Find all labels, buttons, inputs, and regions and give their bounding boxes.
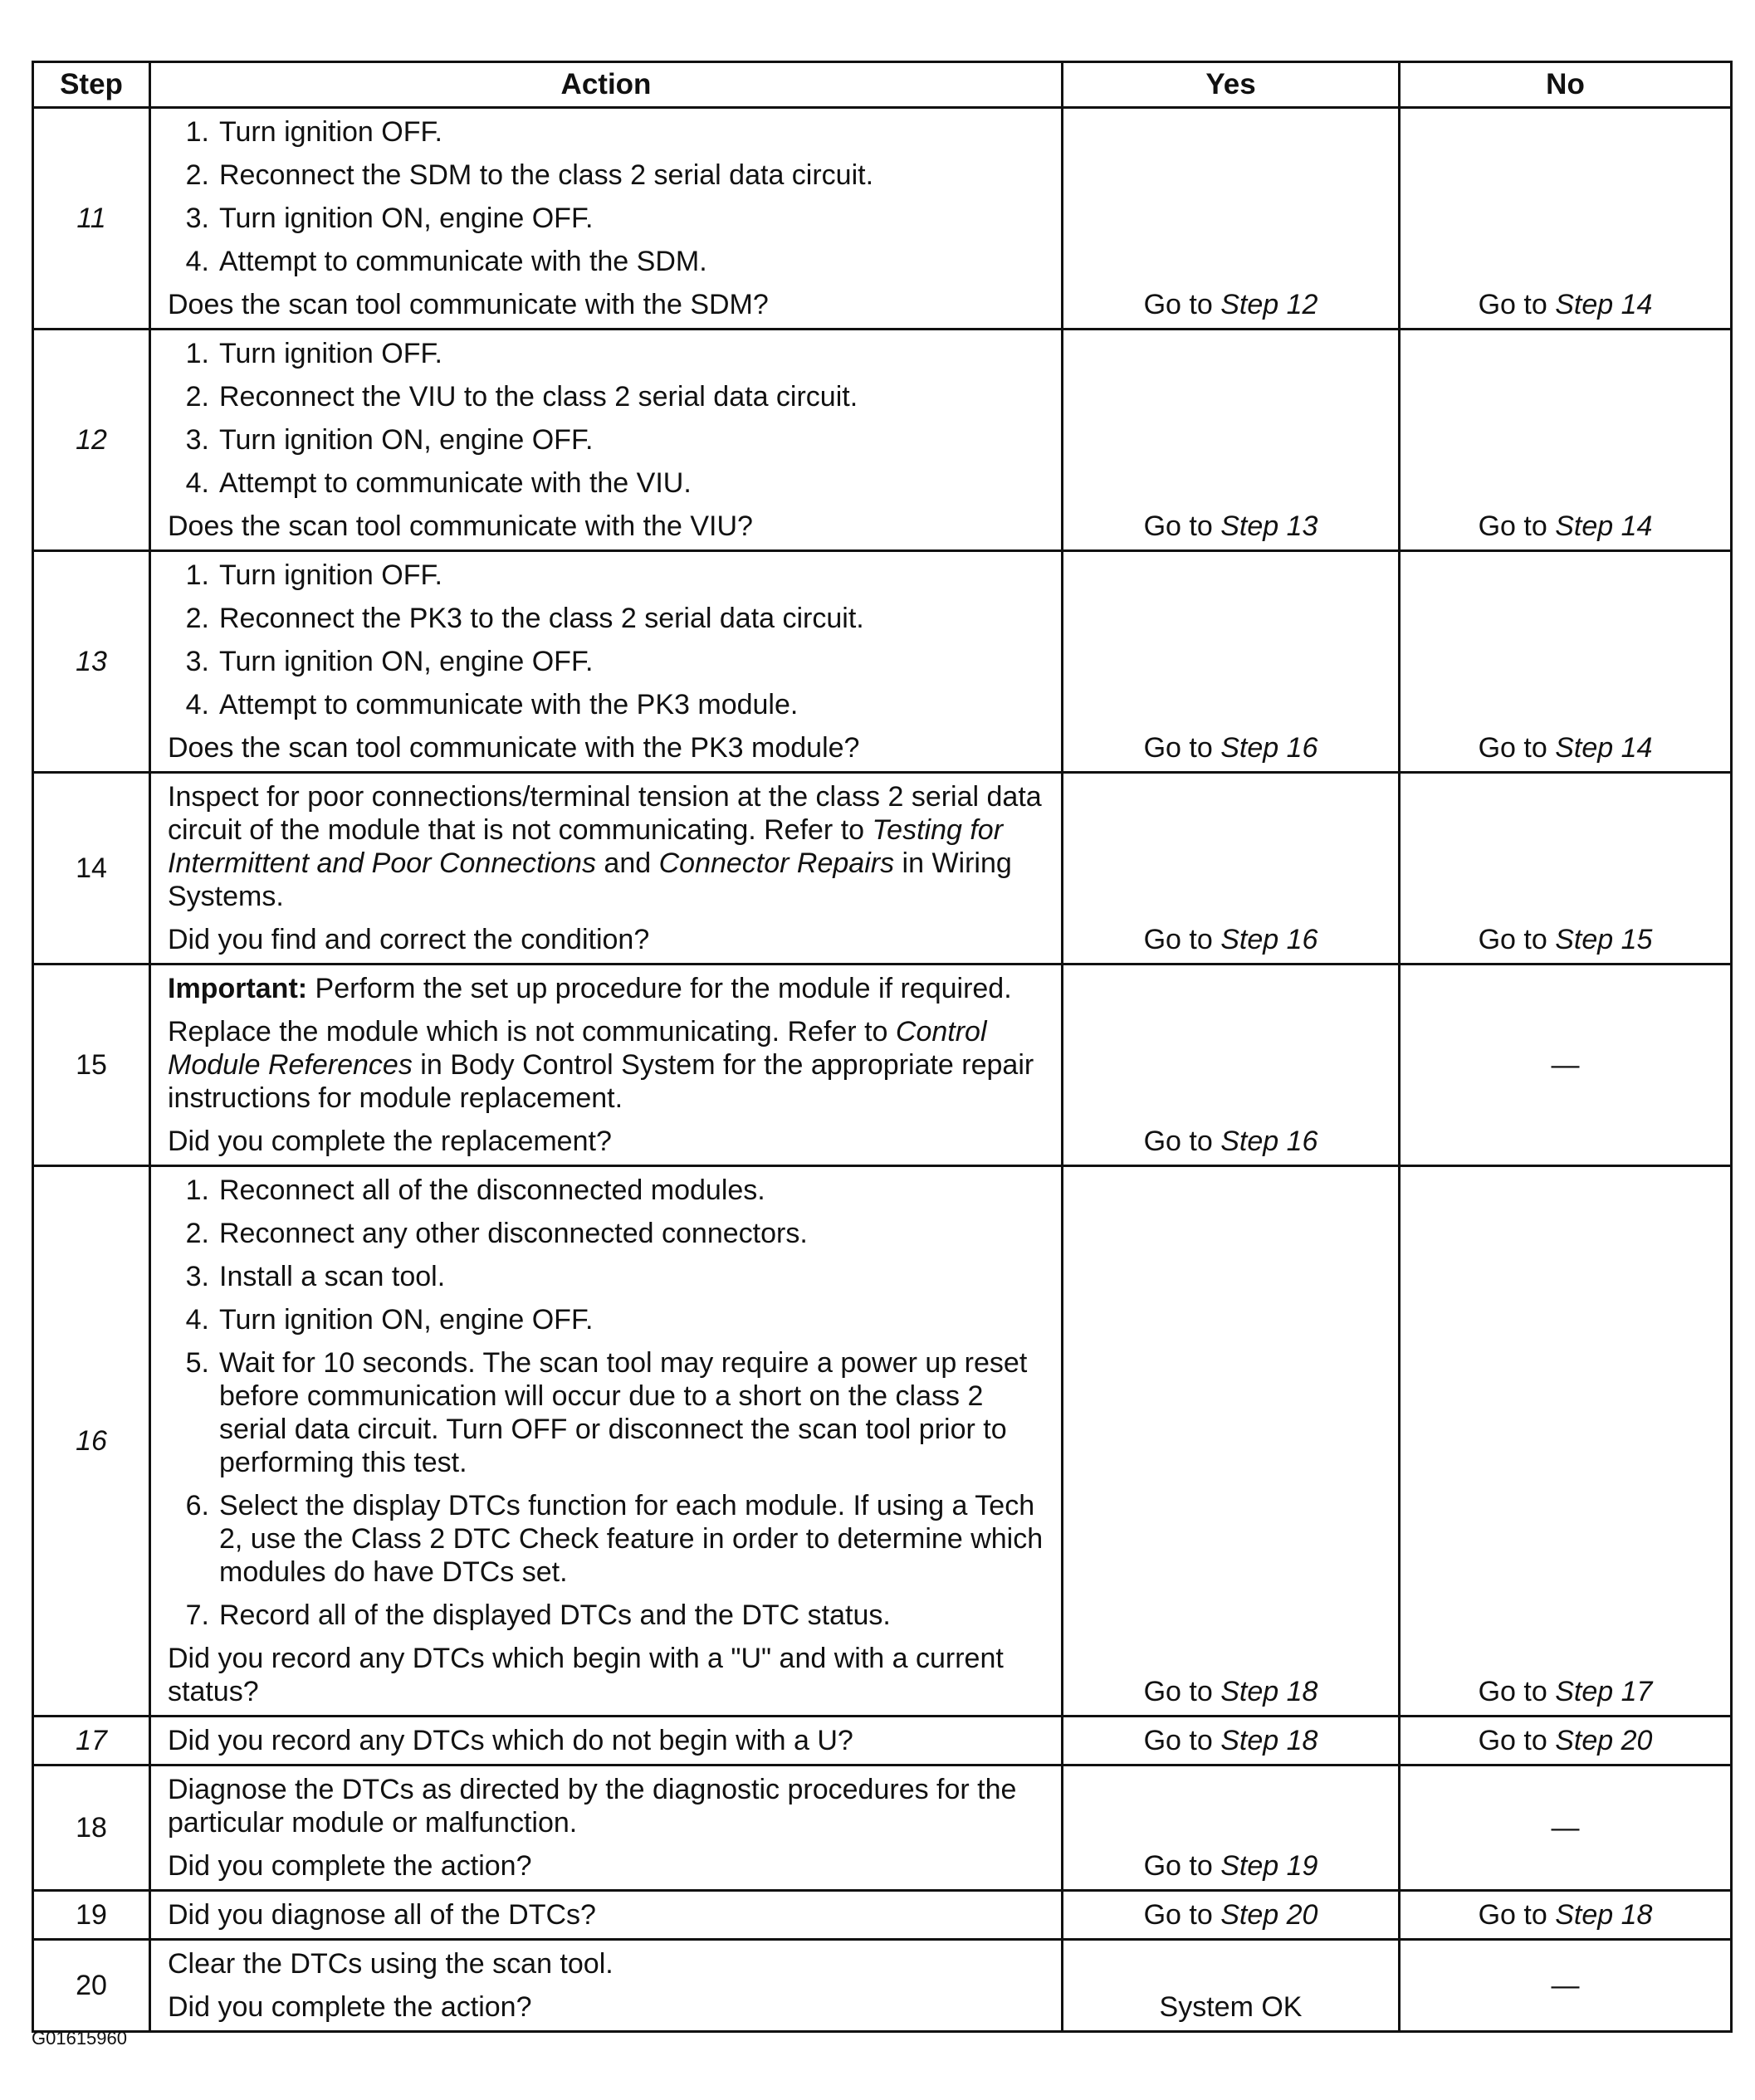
table-row-step-17 [33,1717,1732,1765]
action-cell [150,330,1063,551]
reference-intermittent: Testing for Intermittent and Poor Connections [168,814,1004,879]
go-to-label: Go to [1478,510,1547,542]
list-item [168,645,1051,678]
list-item-number: 1. [185,559,209,591]
action-question: Did you diagnose all of the DTCs? [168,1899,596,1931]
yes-result [1063,108,1400,330]
action-question: Does the scan tool communicate with the PK3 module? [168,732,860,764]
list-item-number: 6. [185,1490,209,1521]
step-number: 20 [33,1940,150,2032]
action-paragraph [168,1015,1051,1115]
go-to-label: Go to [1143,1126,1213,1157]
action-paragraph: Diagnose the DTCs as directed by the diagnostic procedures for the particular module or malfunction. [168,1774,1017,1839]
list-item-number: 3. [185,1261,209,1292]
list-item-number: 3. [185,203,209,234]
no-target-step: Step 18 [1555,1899,1653,1931]
important-label: Important: [168,973,308,1004]
no-target-step: Step 14 [1555,289,1653,320]
list-item [168,1346,1051,1479]
reference-connector-repairs: Connector Repairs [658,847,895,879]
table-row-step-12 [33,330,1732,551]
list-item-text: Reconnect the PK3 to the class 2 serial data circuit. [219,603,864,634]
list-item [168,559,1051,592]
no-target-step: Step 17 [1555,1676,1653,1707]
no-result [1400,551,1732,773]
no-target-step: Step 14 [1555,732,1653,764]
list-item-text: Reconnect all of the disconnected modules. [219,1175,765,1206]
list-item [168,202,1051,235]
list-item-text: Turn ignition OFF. [219,116,442,148]
step-number: 17 [33,1717,150,1765]
action-question: Did you complete the action? [168,1991,532,2023]
list-item-number: 4. [185,246,209,277]
list-item [168,115,1051,149]
list-item-text: Attempt to communicate with the SDM. [219,246,707,277]
no-result-dash: — [1400,1940,1732,2032]
yes-target-step: Step 16 [1220,1126,1318,1157]
list-item-text: Turn ignition OFF. [219,559,442,591]
step-number: 18 [33,1765,150,1891]
action-text: in Body Control System for the appropriate repair instructions for module replacement. [168,1049,1034,1114]
step-number: 15 [33,965,150,1166]
list-item [168,466,1051,500]
list-item-number: 4. [185,467,209,499]
list-item [168,602,1051,635]
action-cell [150,1891,1063,1940]
action-cell [150,1765,1063,1891]
list-item-text: Turn ignition OFF. [219,338,442,369]
action-list [168,559,1051,721]
list-item-number: 1. [185,1175,209,1206]
action-cell [150,551,1063,773]
list-item-number: 1. [185,116,209,148]
list-item-number: 3. [185,424,209,456]
step-number: 16 [33,1166,150,1717]
list-item [168,1599,1051,1632]
list-item-number: 2. [185,1218,209,1249]
no-target-step: Step 15 [1555,924,1653,955]
go-to-label: Go to [1143,1676,1213,1707]
yes-result [1063,1166,1400,1717]
go-to-label: Go to [1143,1850,1213,1882]
list-item-number: 4. [185,1304,209,1336]
no-target-step: Step 20 [1555,1725,1653,1756]
list-item-text: Turn ignition ON, engine OFF. [219,203,594,234]
reference-control-module: Control Module References [168,1016,987,1081]
action-cell [150,108,1063,330]
step-number: 14 [33,773,150,965]
step-number: 19 [33,1891,150,1940]
go-to-label: Go to [1143,289,1213,320]
yes-target-step: Step 18 [1220,1725,1318,1756]
go-to-label: Go to [1143,732,1213,764]
table-row-step-18 [33,1765,1732,1891]
no-target-step: Step 14 [1555,510,1653,542]
diagnostic-table-sheet [32,61,1730,2033]
yes-result [1063,551,1400,773]
header-no: No [1400,62,1732,108]
action-question: Did you record any DTCs which begin with a "U" and with a current status? [168,1643,1004,1707]
list-item [168,337,1051,370]
yes-target-step: Step 13 [1220,510,1318,542]
yes-target-step: Step 16 [1220,924,1318,955]
no-result [1400,330,1732,551]
yes-target-step: Step 18 [1220,1676,1318,1707]
list-item [168,1303,1051,1336]
list-item-text: Select the display DTCs function for each module. If using a Tech 2, use the Class 2 DTC Check feature in order to determine which modules do have DTCs set. [219,1490,1044,1588]
go-to-label: Go to [1478,1899,1547,1931]
list-item-text: Install a scan tool. [219,1261,446,1292]
go-to-label: Go to [1478,924,1547,955]
list-item [168,1217,1051,1250]
action-question: Did you record any DTCs which do not begin with a U? [168,1725,853,1756]
yes-result [1063,965,1400,1166]
list-item-number: 1. [185,338,209,369]
go-to-label: Go to [1478,732,1547,764]
yes-target-step: Step 12 [1220,289,1318,320]
yes-target-step: Step 16 [1220,732,1318,764]
header-yes: Yes [1063,62,1400,108]
yes-target-step: Step 19 [1220,1850,1318,1882]
list-item-number: 4. [185,689,209,720]
no-result [1400,1717,1732,1765]
step-number: 12 [33,330,150,551]
header-step: Step [33,62,150,108]
figure-code: G01615960 [32,2028,127,2049]
table-row-step-13 [33,551,1732,773]
list-item-number: 7. [185,1599,209,1631]
table-row-step-14 [33,773,1732,965]
yes-result [1063,1717,1400,1765]
list-item-text: Reconnect the VIU to the class 2 serial data circuit. [219,381,858,413]
yes-result-system-ok: System OK [1063,1940,1400,2032]
no-result-dash: — [1400,1765,1732,1891]
yes-result [1063,1765,1400,1891]
list-item [168,159,1051,192]
header-row [33,62,1732,108]
list-item-text: Turn ignition ON, engine OFF. [219,646,594,677]
no-result [1400,1891,1732,1940]
list-item-number: 3. [185,646,209,677]
action-question: Did you complete the replacement? [168,1126,612,1157]
header-action: Action [150,62,1063,108]
action-question: Did you find and correct the condition? [168,924,650,955]
table-row-step-15 [33,965,1732,1166]
list-item-text: Turn ignition ON, engine OFF. [219,424,594,456]
table-row-step-16 [33,1166,1732,1717]
go-to-label: Go to [1143,924,1213,955]
list-item-text: Reconnect the SDM to the class 2 serial data circuit. [219,159,874,191]
table-row-step-11 [33,108,1732,330]
list-item-text: Attempt to communicate with the PK3 module. [219,689,799,720]
list-item-text: Wait for 10 seconds. The scan tool may require a power up reset before communication will occur due to a short on the class 2 serial data circuit. Turn OFF or disconnect the scan tool prior to performing this test. [219,1347,1028,1478]
go-to-label: Go to [1143,510,1213,542]
list-item-text: Turn ignition ON, engine OFF. [219,1304,594,1336]
no-result [1400,773,1732,965]
action-cell [150,1166,1063,1717]
action-question: Does the scan tool communicate with the SDM? [168,289,769,320]
list-item-number: 2. [185,381,209,413]
no-result-dash: — [1400,965,1732,1166]
action-cell [150,1940,1063,2032]
list-item-number: 2. [185,603,209,634]
go-to-label: Go to [1478,289,1547,320]
action-list [168,1174,1051,1632]
yes-result [1063,330,1400,551]
list-item-number: 2. [185,159,209,191]
step-number: 11 [33,108,150,330]
action-text: in Wiring Systems. [168,847,1012,912]
table-row-step-20 [33,1940,1732,2032]
action-list [168,337,1051,500]
action-cell [150,773,1063,965]
action-question: Did you complete the action? [168,1850,532,1882]
table-row-step-19 [33,1891,1732,1940]
yes-result [1063,1891,1400,1940]
action-text: and [604,847,652,879]
list-item [168,1174,1051,1207]
action-list [168,115,1051,278]
no-result [1400,108,1732,330]
go-to-label: Go to [1478,1725,1547,1756]
step-number: 13 [33,551,150,773]
list-item [168,1489,1051,1589]
important-note [168,972,1051,1005]
action-paragraph: Clear the DTCs using the scan tool. [168,1948,614,1980]
diagnostic-table [32,61,1733,2033]
go-to-label: Go to [1478,1676,1547,1707]
go-to-label: Go to [1143,1725,1213,1756]
action-text: Replace the module which is not communicating. Refer to [168,1016,888,1048]
list-item [168,1260,1051,1293]
list-item [168,245,1051,278]
list-item [168,380,1051,413]
action-question: Does the scan tool communicate with the VIU? [168,510,753,542]
action-text: Inspect for poor connections/terminal tension at the class 2 serial data circuit of the module that is not communicating. Refer to [168,781,1042,846]
list-item [168,688,1051,721]
yes-result [1063,773,1400,965]
go-to-label: Go to [1143,1899,1213,1931]
action-paragraph [168,780,1051,913]
list-item-number: 5. [185,1347,209,1379]
action-cell [150,965,1063,1166]
list-item-text: Reconnect any other disconnected connectors. [219,1218,808,1249]
list-item-text: Attempt to communicate with the VIU. [219,467,692,499]
no-result [1400,1166,1732,1717]
yes-target-step: Step 20 [1220,1899,1318,1931]
list-item [168,423,1051,457]
list-item-text: Record all of the displayed DTCs and the DTC status. [219,1599,891,1631]
important-text: Perform the set up procedure for the module if required. [315,973,1012,1004]
action-cell [150,1717,1063,1765]
